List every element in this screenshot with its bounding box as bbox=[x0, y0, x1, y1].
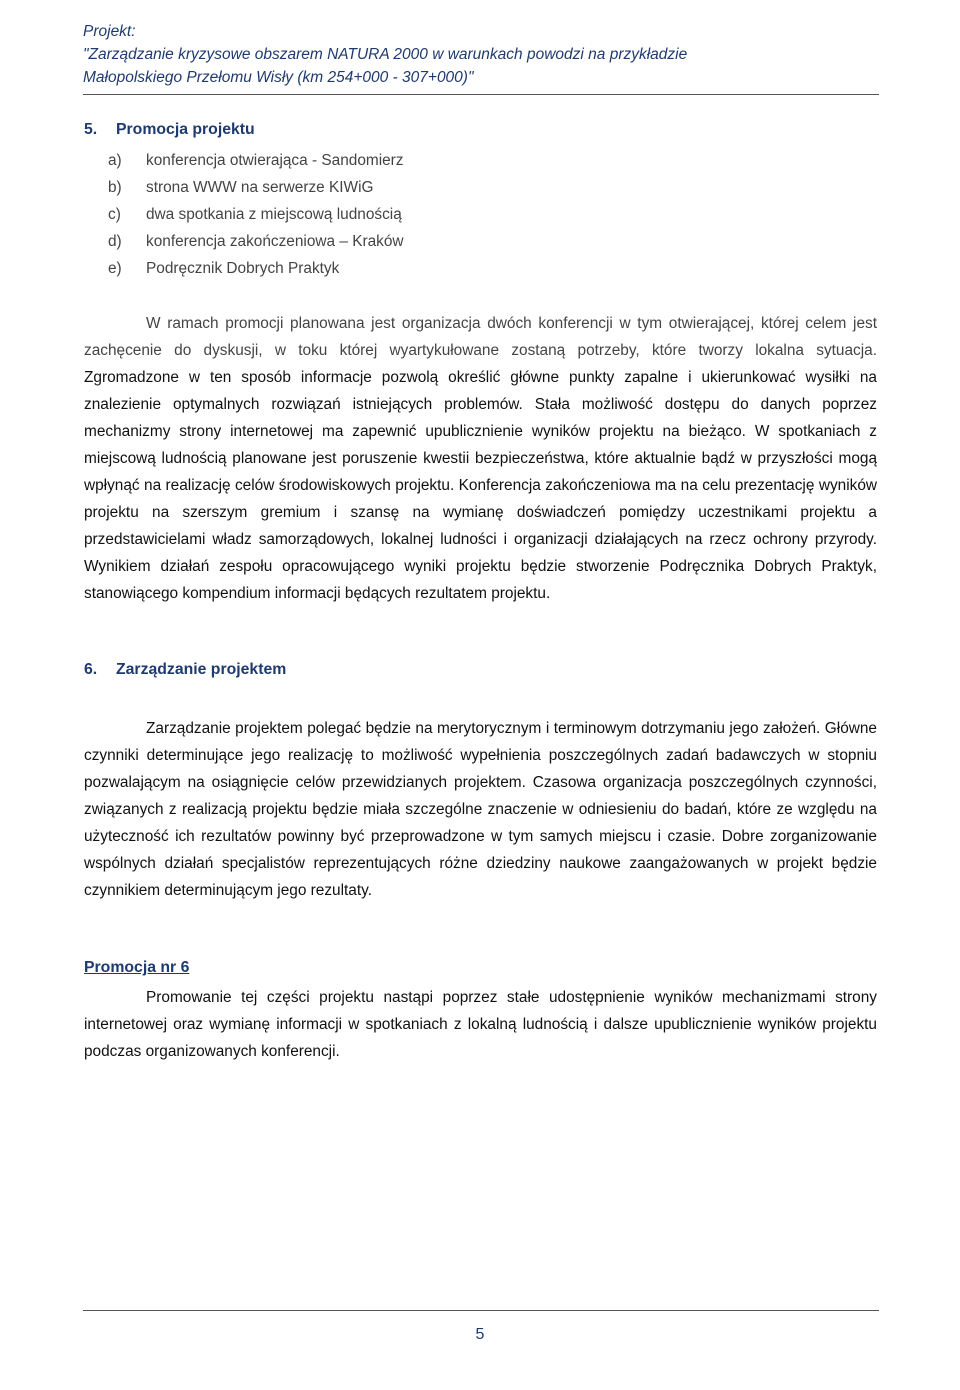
section-6-number: 6. bbox=[84, 661, 98, 678]
page-number: 5 bbox=[475, 1326, 485, 1343]
list-item-text: dwa spotkania z miejscową ludnością bbox=[146, 206, 402, 223]
list-item-text: konferencja zakończeniowa – Kraków bbox=[146, 233, 404, 250]
list-item-text: Podręcznik Dobrych Praktyk bbox=[146, 260, 340, 277]
list-item bbox=[108, 174, 404, 201]
list-item bbox=[108, 228, 404, 255]
list-item bbox=[108, 147, 404, 174]
section-5-paragraph-part2: Zgromadzone w ten sposób informacje pozwolą określić główne punkty zapalne i ukierunkować wysiłki na znalezienie optymalnych rozwiązań istniejących problemów. Stała możliwość dostępu do danych poprzez mechanizmy strony internetowej ma zapewnić upublicznienie wyników projektu na bieżąco. W spotkaniach z miejscową ludnością planowane jest poruszenie kwestii bezpieczeństwa, które aktualnie bądź w przyszłości mogą wpłynąć na realizację celów środowiskowych projektu. Konferencja zakończeniowa ma na celu prezentację wyników projektu na szerszym gremium i szansę na wymianę doświadczeń pomiędzy uczestnikami projektu a przedstawicielami władz samorządowych, lokalnej ludności i organizacji działających na rzecz ochrony przyrody. Wynikiem działań zespołu opracowującego wyniki projektu będzie stworzenie Podręcznika Dobrych Praktyk, stanowiącego kompendium informacji będących rezultatem projektu. bbox=[84, 369, 877, 602]
header-divider bbox=[83, 94, 879, 95]
promo-6-paragraph: Promowanie tej części projektu nastąpi poprzez stałe udostępnienie wyników mechanizmami strony internetowej oraz wymianę informacji w spotkaniach z lokalną ludnością i dalsze upublicznienie wyników projektu podczas organizowanych konferencji. bbox=[84, 989, 877, 1060]
section-5-heading bbox=[84, 121, 255, 139]
page-header bbox=[83, 20, 879, 89]
header-project-title-line2: Małopolskiego Przełomu Wisły (km 254+000 - 307+000)" bbox=[83, 69, 474, 86]
section-5-paragraph-part1: W ramach promocji planowana jest organizacja dwóch konferencji w tym otwierającej, której celem jest zachęcenie do dyskusji, w toku której wyartykułowane zostaną potrzeby, które tworzy lokalna sytuacja. bbox=[84, 315, 877, 359]
list-marker: d) bbox=[108, 233, 122, 250]
section-5-number: 5. bbox=[84, 121, 98, 138]
section-5-paragraph bbox=[84, 310, 877, 607]
list-marker: a) bbox=[108, 152, 122, 169]
header-project-title-line1: "Zarządzanie kryzysowe obszarem NATURA 2000 w warunkach powodzi na przykładzie bbox=[83, 46, 688, 63]
footer-divider bbox=[83, 1310, 879, 1311]
header-project-label: Projekt: bbox=[83, 23, 136, 40]
section-6-paragraph: Zarządzanie projektem polegać będzie na merytorycznym i terminowym dotrzymaniu jego założeń. Główne czynniki determinujące jego realizację to możliwość wypełnienia poszczególnych zadań badawczych w stopniu pozwalającym na osiągnięcie celów przewidzianych projektem. Czasowa organizacja poszczególnych czynności, związanych z realizacją projektu będzie miała szczególne znaczenie w odniesieniu do badań, które ze względu na użyteczność ich rezultatów powinny być przeprowadzone w tym samych miejscu i czasie. Dobre zorganizowanie wspólnych działań specjalistów reprezentujących różne dziedziny naukowe zaangażowanych w projekt będzie czynnikiem determinującym jego rezultaty. bbox=[84, 720, 877, 899]
section-6-title: Zarządzanie projektem bbox=[116, 661, 287, 678]
list-marker: c) bbox=[108, 206, 121, 223]
list-marker: b) bbox=[108, 179, 122, 196]
promotion-list bbox=[108, 147, 404, 282]
section-6-heading bbox=[84, 661, 286, 679]
promo-6-heading: Promocja nr 6 bbox=[84, 959, 190, 976]
list-marker: e) bbox=[108, 260, 122, 277]
list-item-text: konferencja otwierająca - Sandomierz bbox=[146, 152, 404, 169]
list-item-text: strona WWW na serwerze KIWiG bbox=[146, 179, 374, 196]
section-5-title: Promocja projektu bbox=[116, 121, 255, 138]
list-item bbox=[108, 255, 404, 282]
list-item bbox=[108, 201, 404, 228]
